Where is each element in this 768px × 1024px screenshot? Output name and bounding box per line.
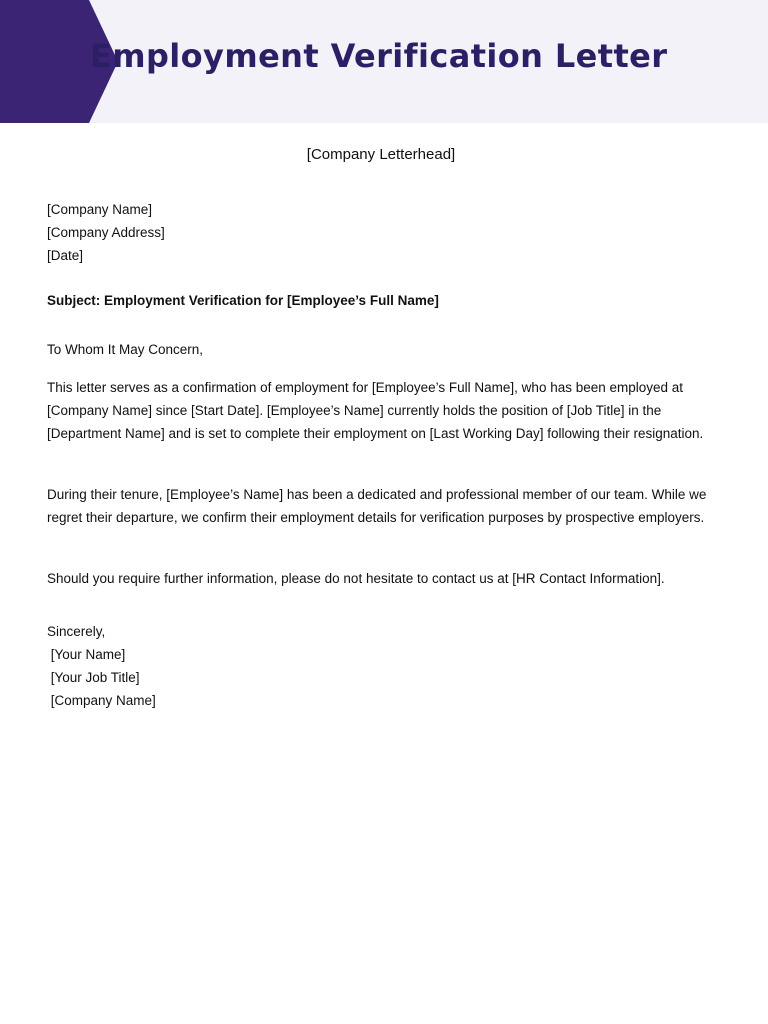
sender-company-address: [Company Address] xyxy=(47,225,165,240)
letter-salutation: To Whom It May Concern, xyxy=(47,342,204,357)
signature-block xyxy=(47,620,719,712)
signature-closing: Sincerely, xyxy=(47,624,106,639)
company-letterhead: [Company Letterhead] xyxy=(306,146,456,163)
body-paragraph-contact: Should you require further information, please do not hesitate to contact us at [HR Contact Information]. xyxy=(47,571,665,586)
sender-company-name: [Company Name] xyxy=(47,202,153,217)
letter-date: [Date] xyxy=(47,248,84,263)
sender-address-block xyxy=(47,198,719,267)
signature-company: [Company Name] xyxy=(47,693,156,708)
letter-subject: Subject: Employment Verification for [Employee’s Full Name] xyxy=(47,293,439,308)
signature-job-title: [Your Job Title] xyxy=(47,670,140,685)
page-title: Employment Verification Letter xyxy=(90,37,668,75)
signature-name: [Your Name] xyxy=(47,647,126,662)
body-paragraph-tenure: During their tenure, [Employee’s Name] has been a dedicated and professional member of our team. While we regret their departure, we confirm their employment details for verification purposes by prospective employers. xyxy=(47,487,707,525)
body-paragraph-employment-confirmation: This letter serves as a confirmation of employment for [Employee’s Full Name], who has been employed at [Company Name] since [Start Date]. [Employee’s Name] currently holds the position of [Job Title] in the [Department Name] and is set to complete their employment on [Last Working Day] following their resignation. xyxy=(47,380,704,441)
